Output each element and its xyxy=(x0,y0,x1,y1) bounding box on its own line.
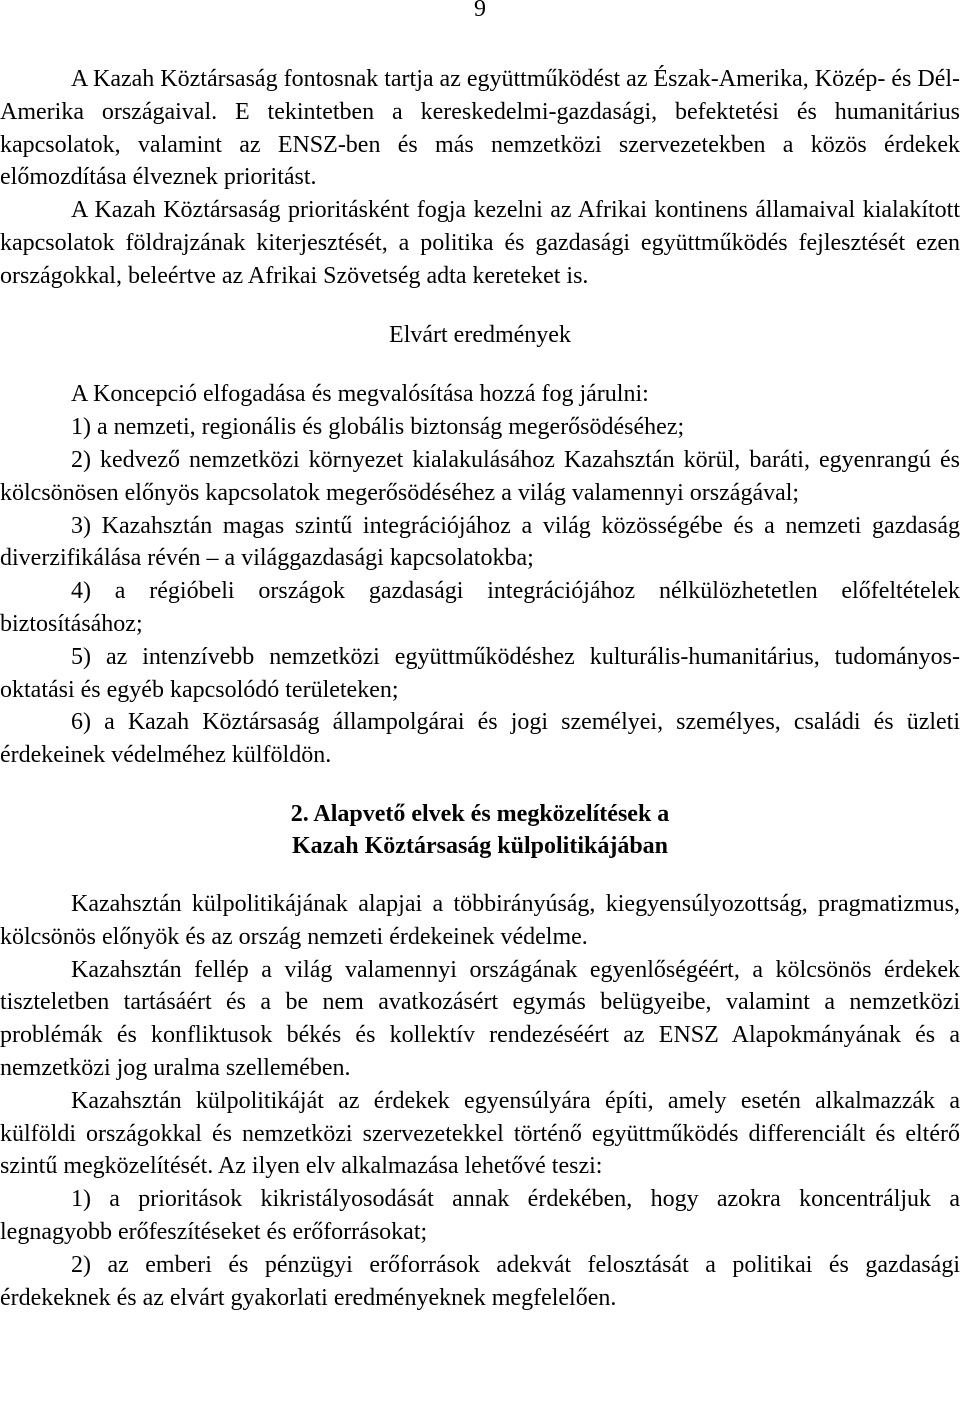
paragraph-africa: A Kazah Köztársaság prioritásként fogja kezelni az Afrikai kontinens államaival kialakított kapcsolatok földrajzának kiterjesztését, a politika és gazdasági együttműködés fejlesztését ezen országokkal, beleértve az Afrikai Szövetség adta kereteket is. xyxy=(0,197,960,289)
expected-result-item-3: 3) Kazahsztán magas szintű integrációjához a világ közösségébe és a nemzeti gazdaság diverzifikálása révén – a világgazdasági kapcsolatokba; xyxy=(0,512,960,572)
paragraph-americas: A Kazah Köztársaság fontosnak tartja az együttműködést az Észak-Amerika, Közép- és Dél-Amerika országaival. E tekintetben a kereskedelmi-gazdasági, befektetési és humanitárius kapcsolatok, valamint az ENSZ-ben és más nemzetközi szervezetekben a közös érdekek előmozdítása élveznek prioritást. xyxy=(0,66,960,191)
page-number: 9 xyxy=(474,0,486,22)
expected-result-item-2: 2) kedvező nemzetközi környezet kialakulásához Kazahsztán körül, baráti, egyenrangú és kölcsönösen előnyös kapcsolatok megerősödéséhez a világ valamennyi országával; xyxy=(0,446,960,506)
principles-list-item-1: 1) a prioritások kikristályosodását annak érdekében, hogy azokra koncentráljuk a legnagyobb erőfeszítéseket és erőforrásokat; xyxy=(0,1186,960,1245)
expected-result-item-5: 5) az intenzívebb nemzetközi együttműködéshez kulturális-humanitárius, tudományos-oktatási és egyéb kapcsolódó területeken; xyxy=(0,643,960,703)
expected-result-item-4: 4) a régióbeli országok gazdasági integrációjához nélkülözhetetlen előfeltételek biztosításához; xyxy=(0,578,960,637)
expected-result-item-1: 1) a nemzeti, regionális és globális biztonság megerősödéséhez; xyxy=(71,414,685,441)
expected-results-lead: A Koncepció elfogadása és megvalósítása hozzá fog járulni: xyxy=(71,381,649,408)
section-title-line-1: 2. Alapvető elvek és megközelítések a xyxy=(290,800,670,827)
document-body xyxy=(0,63,960,1314)
expected-results-heading: Elvárt eredmények xyxy=(389,321,571,348)
principles-paragraph-2: Kazahsztán fellép a világ valamennyi országának egyenlőségéért, a kölcsönös érdekek tiszteletben tartásáért és a be nem avatkozásért egymás belügyeibe, valamint a nemzetközi problémák és konfliktusok békés és kollektív rendezéséért az ENSZ Alapokmányának és a nemzetközi jog uralma szellemében. xyxy=(0,956,960,1081)
principles-list-item-2: 2) az emberi és pénzügyi erőforrások adekvát felosztását a politikai és gazdasági érdekeknek és az elvárt gyakorlati eredményeknek megfelelően. xyxy=(0,1251,960,1311)
principles-paragraph-1: Kazahsztán külpolitikájának alapjai a többirányúság, kiegyensúlyozottság, pragmatizmus, kölcsönös előnyök és az ország nemzeti érdekeinek védelme. xyxy=(0,890,960,950)
principles-paragraph-3: Kazahsztán külpolitikáját az érdekek egyensúlyára építi, amely esetén alkalmazzák a külföldi országokkal és nemzetközi szervezetekkel történő együttműködés differenciált és eltérő szintű megközelítését. Az ilyen elv alkalmazása lehetővé teszi: xyxy=(0,1087,960,1180)
section-title-line-2: Kazah Köztársaság külpolitikájában xyxy=(291,832,669,859)
expected-result-item-6: 6) a Kazah Köztársaság állampolgárai és jogi személyei, személyes, családi és üzleti érdekeinek védelméhez külföldön. xyxy=(0,709,960,769)
